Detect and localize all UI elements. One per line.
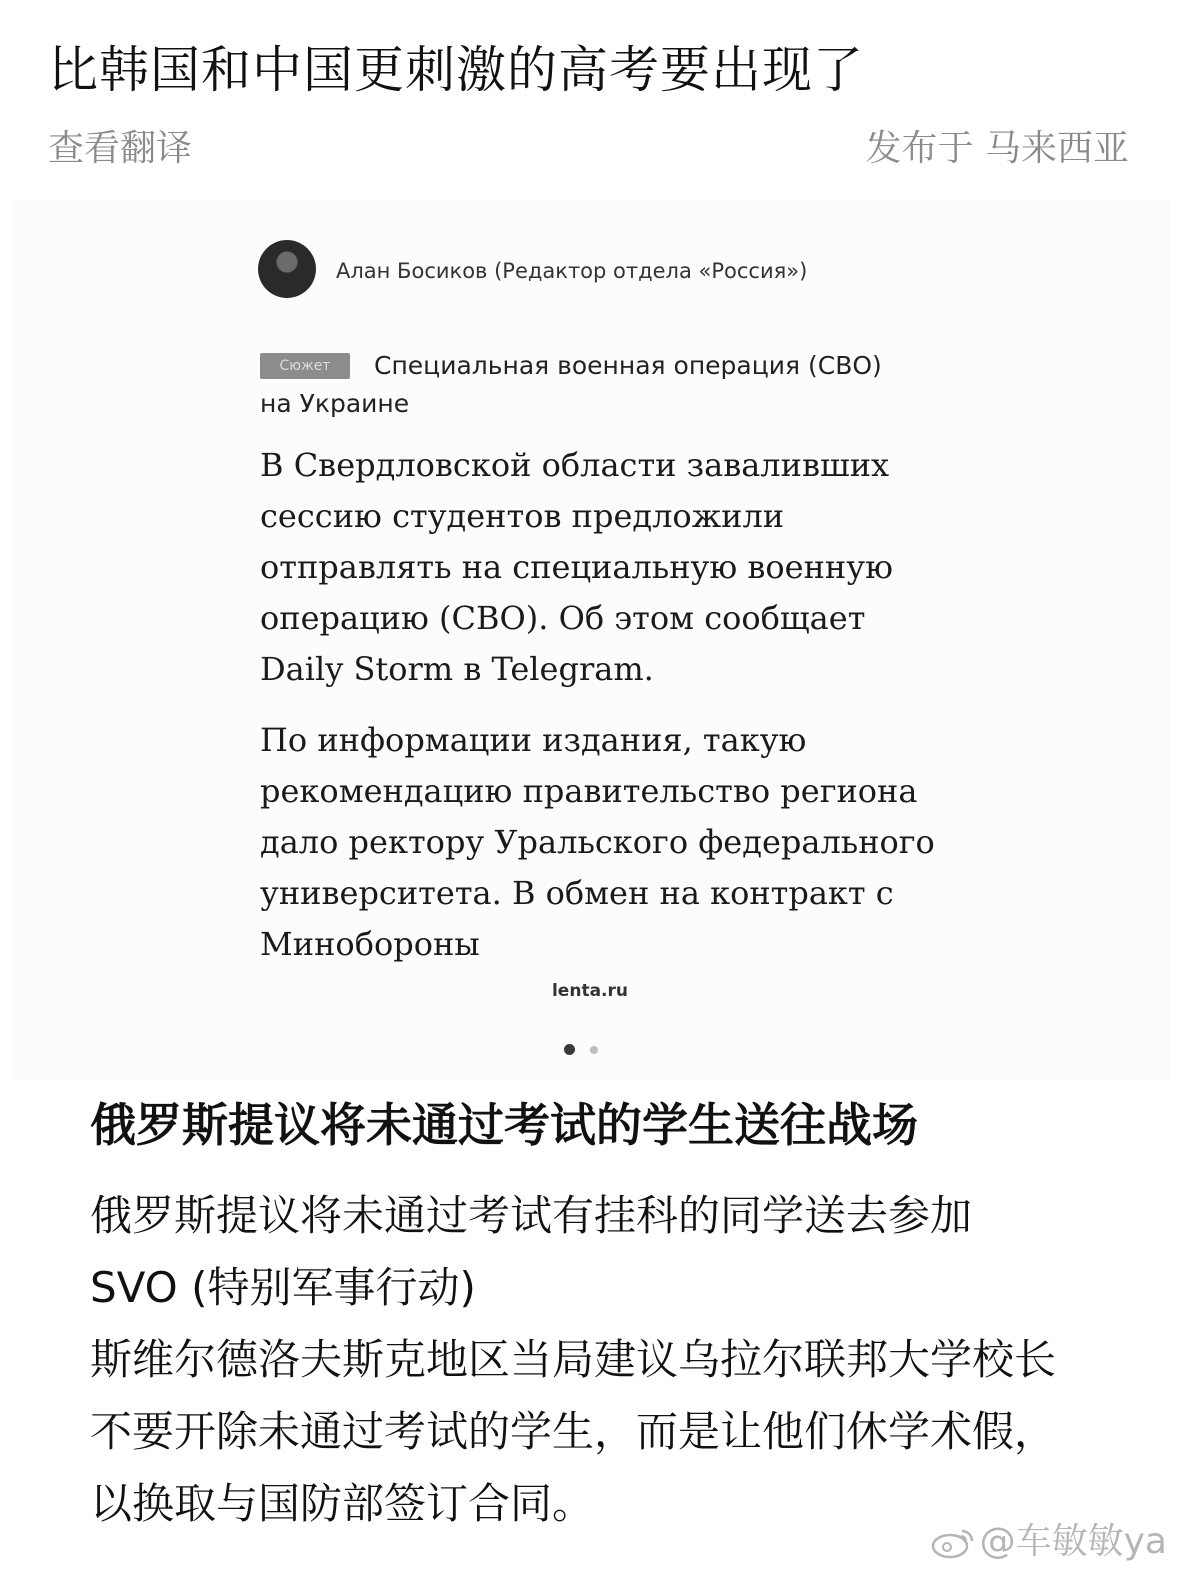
carousel-dot-active[interactable] <box>564 1044 575 1055</box>
published-location: 发布于 马来西亚 <box>865 128 1129 169</box>
article-body <box>260 440 940 990</box>
article-paragraph: По информации издания, такую рекомендацию правительство региона дало ректору Уральского федерального университета. В обмен на контракт с Минобороны <box>260 721 935 963</box>
summary-headline: 俄罗斯提议将未通过考试的学生送往战场 <box>90 1098 918 1152</box>
weibo-watermark <box>930 1520 1167 1564</box>
carousel-dot[interactable] <box>590 1046 598 1054</box>
summary-line: 斯维尔德洛夫斯克地区当局建议乌拉尔联邦大学校长不要开除未通过考试的学生，而是让他们休学术假，以换取与国防部签订合同。 <box>90 1335 1057 1528</box>
summary-line: 俄罗斯提议将未通过考试有挂科的同学送去参加 <box>90 1191 973 1240</box>
author-avatar <box>258 240 316 298</box>
watermark-text: @车敏敏ya <box>979 1521 1167 1562</box>
summary-line: SVO (特别军事行动) <box>90 1263 476 1312</box>
article-topic: Специальная военная операция (СВО) на Украине <box>260 351 882 418</box>
article-author: Алан Босиков (Редактор отдела «Россия») <box>336 259 808 283</box>
post-title: 比韩国和中国更刺激的高考要出现了 <box>48 41 864 99</box>
topic-badge: Сюжет <box>260 353 350 379</box>
view-translation-link[interactable]: 查看翻译 <box>48 128 193 169</box>
summary-body <box>90 1180 1080 1540</box>
article-paragraph: В Свердловской области заваливших сессию студентов предложили отправлять на специальную военную операцию (СВО). Об этом сообщает Daily Storm в Telegram. <box>260 446 893 688</box>
weibo-icon <box>930 1527 976 1559</box>
article-source: lenta.ru <box>551 981 628 1001</box>
